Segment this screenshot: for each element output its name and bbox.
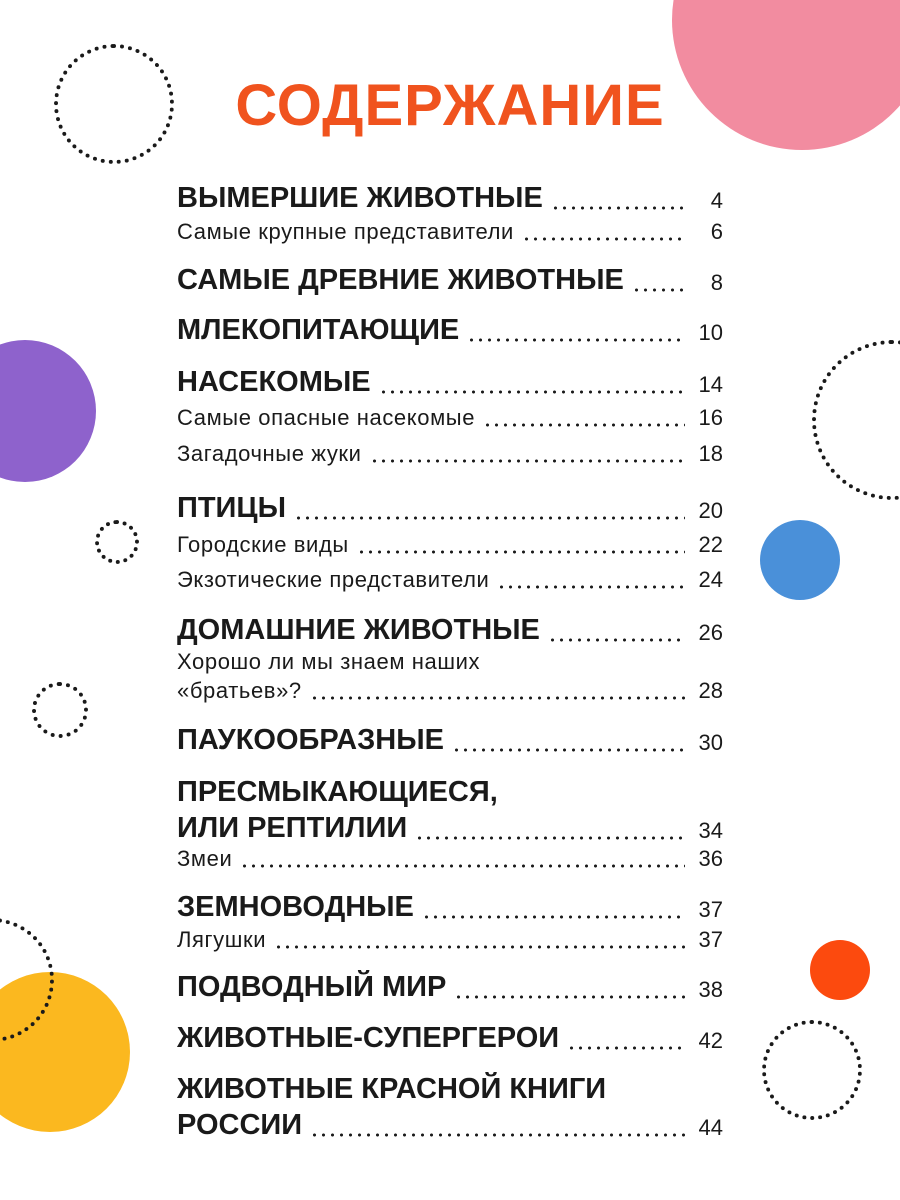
toc-page-number: 22 (698, 532, 723, 557)
toc-entry-title: ПАУКООБРАЗНЫЕ (177, 724, 444, 756)
toc-entry-title: ВЫМЕРШИЕ ЖИВОТНЫЕ (177, 182, 543, 214)
toc-entry-title: Самые крупные представители (177, 219, 514, 244)
toc-entry-title: ДОМАШНИЕ ЖИВОТНЫЕ (177, 614, 540, 646)
dot-leader (370, 459, 685, 463)
toc-page-number: 34 (698, 818, 723, 843)
toc-entry-title: Самые опасные насекомые (177, 405, 476, 430)
dot-leader (467, 338, 685, 342)
toc-entry (177, 219, 723, 245)
toc-entry-title: ЗЕМНОВОДНЫЕ (177, 891, 414, 923)
toc-entry-title: ПОДВОДНЫЙ МИР (177, 971, 447, 1003)
toc-entry-title-line1: ПРЕСМЫКАЮЩИЕСЯ, (177, 776, 498, 808)
dot-leader (379, 390, 685, 394)
toc-entry-title: САМЫЕ ДРЕВНИЕ ЖИВОТНЫЕ (177, 264, 624, 296)
dot-leader (567, 1046, 685, 1050)
toc-page-number: 37 (698, 897, 723, 922)
toc-entry (177, 441, 723, 467)
toc-page-number: 30 (698, 730, 723, 755)
dot-leader (422, 915, 685, 919)
dot-leader (497, 585, 685, 589)
toc-entry (177, 567, 723, 593)
toc-entry (177, 264, 723, 296)
toc-page-number: 8 (710, 270, 723, 295)
toc-page-number: 28 (698, 678, 723, 703)
dot-leader (310, 696, 685, 700)
page-title: СОДЕРЖАНИЕ (235, 73, 665, 138)
toc-entry-title: Экзотические представители (177, 567, 490, 592)
dot-leader (452, 748, 685, 752)
toc-entry-title: Городские виды (177, 532, 349, 557)
toc-page-number: 38 (698, 977, 723, 1002)
toc-entry (177, 724, 723, 756)
toc-entry-title: ЖИВОТНЫЕ-СУПЕРГЕРОИ (177, 1022, 560, 1054)
toc-page-number: 42 (698, 1028, 723, 1053)
dot-leader (548, 638, 685, 642)
toc-entry-title-line2: РОССИИ (177, 1109, 303, 1141)
dot-leader (522, 237, 685, 241)
toc-entry (177, 614, 723, 646)
toc-entry-title: Загадочные жуки (177, 441, 362, 466)
toc-entry-title: МЛЕКОПИТАЮЩИЕ (177, 314, 460, 346)
toc-entry (177, 366, 723, 398)
toc-entry-title-line2: «братьев»? (177, 678, 302, 703)
toc-entry-title-line1: ЖИВОТНЫЕ КРАСНОЙ КНИГИ (177, 1073, 607, 1105)
dot-leader (357, 550, 685, 554)
toc-entry (177, 678, 723, 704)
toc-entry-title: НАСЕКОМЫЕ (177, 366, 371, 398)
toc-page-number: 6 (710, 219, 723, 244)
dot-leader (632, 288, 685, 292)
toc-entry (177, 1022, 723, 1054)
dot-leader (294, 516, 685, 520)
toc-page-number: 26 (698, 620, 723, 645)
toc-entry-title: ПТИЦЫ (177, 492, 286, 524)
toc-page-number: 37 (698, 927, 723, 952)
toc-page-number: 36 (698, 846, 723, 871)
dot-leader (310, 1133, 685, 1137)
toc-entry-title-line2: ИЛИ РЕПТИЛИИ (177, 812, 408, 844)
toc-page-number: 14 (698, 372, 723, 397)
toc-entry (177, 532, 723, 558)
toc-entry (177, 971, 723, 1003)
toc-entry (177, 812, 723, 844)
dot-leader (240, 864, 685, 868)
toc-entry (177, 182, 723, 214)
toc-entry (177, 927, 723, 953)
toc-page-number: 18 (698, 441, 723, 466)
dot-leader (454, 995, 685, 999)
dot-leader (274, 945, 685, 949)
toc-entry (177, 314, 723, 346)
toc-page-number: 10 (698, 320, 723, 345)
toc-page-number: 44 (698, 1115, 723, 1140)
toc-page-number: 24 (698, 567, 723, 592)
toc-entry-title-line1: Хорошо ли мы знаем наших (177, 649, 481, 674)
toc-entry (177, 405, 723, 431)
toc-entry (177, 846, 723, 872)
toc-page-number: 16 (698, 405, 723, 430)
toc-entry-title: Змеи (177, 846, 233, 871)
dot-leader (483, 423, 685, 427)
toc-entry (177, 1109, 723, 1141)
toc-entry (177, 891, 723, 923)
toc-page-number: 4 (710, 188, 723, 213)
dot-leader (415, 836, 685, 840)
dot-leader (551, 206, 685, 210)
toc-page-number: 20 (698, 498, 723, 523)
toc-entry (177, 492, 723, 524)
toc-entry-title: Лягушки (177, 927, 267, 952)
